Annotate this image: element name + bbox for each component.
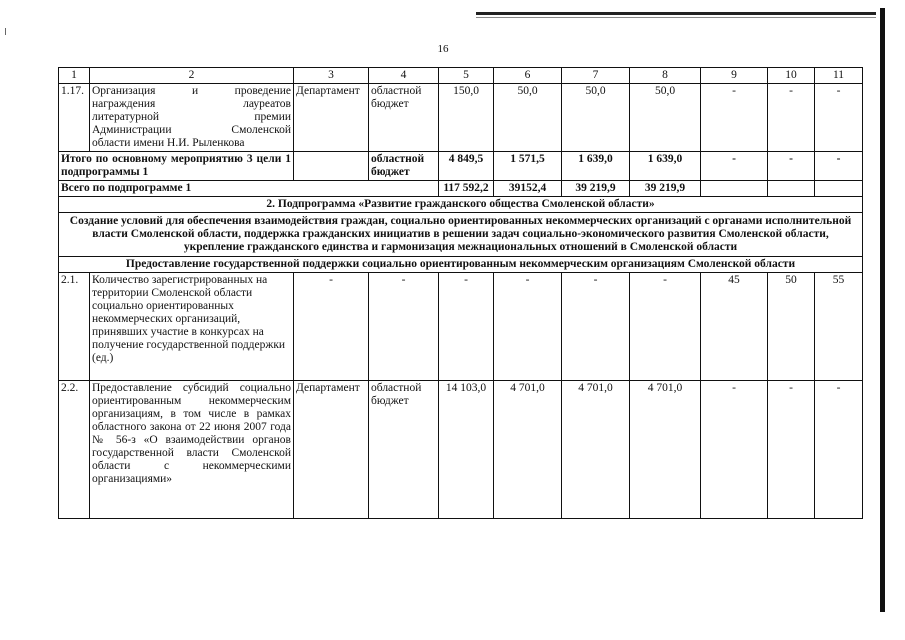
value-cell: 55 [815, 273, 863, 381]
col-header: 1 [59, 68, 90, 84]
table-row-2-1 [59, 273, 863, 381]
row-number: 2.1. [59, 273, 90, 381]
page-number: 16 [437, 43, 449, 55]
executor-cell: Департамент [294, 381, 369, 519]
table-row-2-2 [59, 381, 863, 519]
value-cell: 50,0 [494, 84, 562, 152]
row-description: Количество зарегистрированных на территории Смоленской области социально ориентированных некоммерческих организаций, принявших участие в конкурсах на получение государственной поддержки (ед.) [90, 273, 294, 381]
scan-top-line [476, 12, 876, 15]
value-cell: 4 701,0 [630, 381, 701, 519]
col-header: 10 [768, 68, 815, 84]
value-cell: 39152,4 [494, 181, 562, 197]
value-cell: - [815, 84, 863, 152]
task-row [59, 257, 863, 273]
value-cell: - [562, 273, 630, 381]
value-cell: 117 592,2 [439, 181, 494, 197]
value-cell: 1 639,0 [630, 152, 701, 181]
value-cell: - [701, 152, 768, 181]
value-cell: - [815, 152, 863, 181]
total-row-subprogram1 [59, 181, 863, 197]
executor-cell [294, 152, 369, 181]
col-header: 4 [369, 68, 439, 84]
col-header: 5 [439, 68, 494, 84]
value-cell: 150,0 [439, 84, 494, 152]
desc-line: награждения лауреатов [92, 98, 291, 110]
source-cell: областной бюджет [369, 381, 439, 519]
program-table [58, 67, 863, 519]
executor-cell: Департамент [294, 84, 369, 152]
value-cell: - [701, 84, 768, 152]
col-header: 2 [90, 68, 294, 84]
value-cell [701, 181, 768, 197]
subprogram-title: 2. Подпрограмма «Развитие гражданского общества Смоленской области» [59, 197, 863, 213]
executor-cell: - [294, 273, 369, 381]
value-cell: 1 639,0 [562, 152, 630, 181]
value-cell: 50,0 [562, 84, 630, 152]
source-cell: - [369, 273, 439, 381]
subprogram2-title-row [59, 197, 863, 213]
value-cell [815, 181, 863, 197]
value-cell: 1 571,5 [494, 152, 562, 181]
source-cell: областной бюджет [369, 84, 439, 152]
value-cell: 4 849,5 [439, 152, 494, 181]
total-label: Всего по подпрограмме 1 [59, 181, 439, 197]
col-header: 11 [815, 68, 863, 84]
value-cell: 14 103,0 [439, 381, 494, 519]
row-description: Предоставление субсидий социально ориентированным некоммерческим организациям, в том числе в рамках областного закона от 22 июня 2007 года № 56-з «О взаимодействии органов государственной власти Смоленской области с некоммерческими организациями» [90, 381, 294, 519]
value-cell: 50,0 [630, 84, 701, 152]
table-row-1-17 [59, 84, 863, 152]
row-number: 2.2. [59, 381, 90, 519]
desc-line: литературной премии [92, 111, 291, 123]
value-cell: 4 701,0 [562, 381, 630, 519]
total-label: Итого по основному мероприятию 3 цели 1 подпрограммы 1 [59, 152, 294, 181]
col-header: 6 [494, 68, 562, 84]
scan-top-line-thin [476, 17, 876, 18]
value-cell: 50 [768, 273, 815, 381]
header-row [59, 68, 863, 84]
value-cell: - [439, 273, 494, 381]
scan-mark [5, 28, 6, 35]
value-cell: - [494, 273, 562, 381]
col-header: 7 [562, 68, 630, 84]
desc-line: Организация и проведение [92, 85, 291, 97]
value-cell: - [768, 84, 815, 152]
value-cell: 4 701,0 [494, 381, 562, 519]
desc-line: области имени Н.И. Рыленкова [92, 137, 245, 149]
value-cell [768, 181, 815, 197]
col-header: 8 [630, 68, 701, 84]
value-cell: - [701, 381, 768, 519]
source-cell: областной бюджет [369, 152, 439, 181]
row-number: 1.17. [59, 84, 90, 152]
value-cell: - [768, 152, 815, 181]
total-row-goal1 [59, 152, 863, 181]
value-cell: 39 219,9 [562, 181, 630, 197]
col-header: 3 [294, 68, 369, 84]
value-cell: 45 [701, 273, 768, 381]
value-cell: - [630, 273, 701, 381]
value-cell: - [768, 381, 815, 519]
desc-line: Администрации Смоленской [92, 124, 291, 136]
col-header: 9 [701, 68, 768, 84]
row-description [90, 84, 294, 152]
task-text: Предоставление государственной поддержки социально ориентированным некоммерческим организациям Смоленской области [59, 257, 863, 273]
goal-row [59, 213, 863, 257]
value-cell: - [815, 381, 863, 519]
value-cell: 39 219,9 [630, 181, 701, 197]
goal-text: Создание условий для обеспечения взаимодействия граждан, социально ориентированных некоммерческих организаций с органами исполнительной власти Смоленской области, поддержка гражданских инициатив в решении задач социально-экономического развития Смоленской области, укрепление гражданского единства и гармонизация межнациональных отношений в Смоленской области [59, 213, 863, 257]
scan-right-edge [880, 8, 885, 612]
